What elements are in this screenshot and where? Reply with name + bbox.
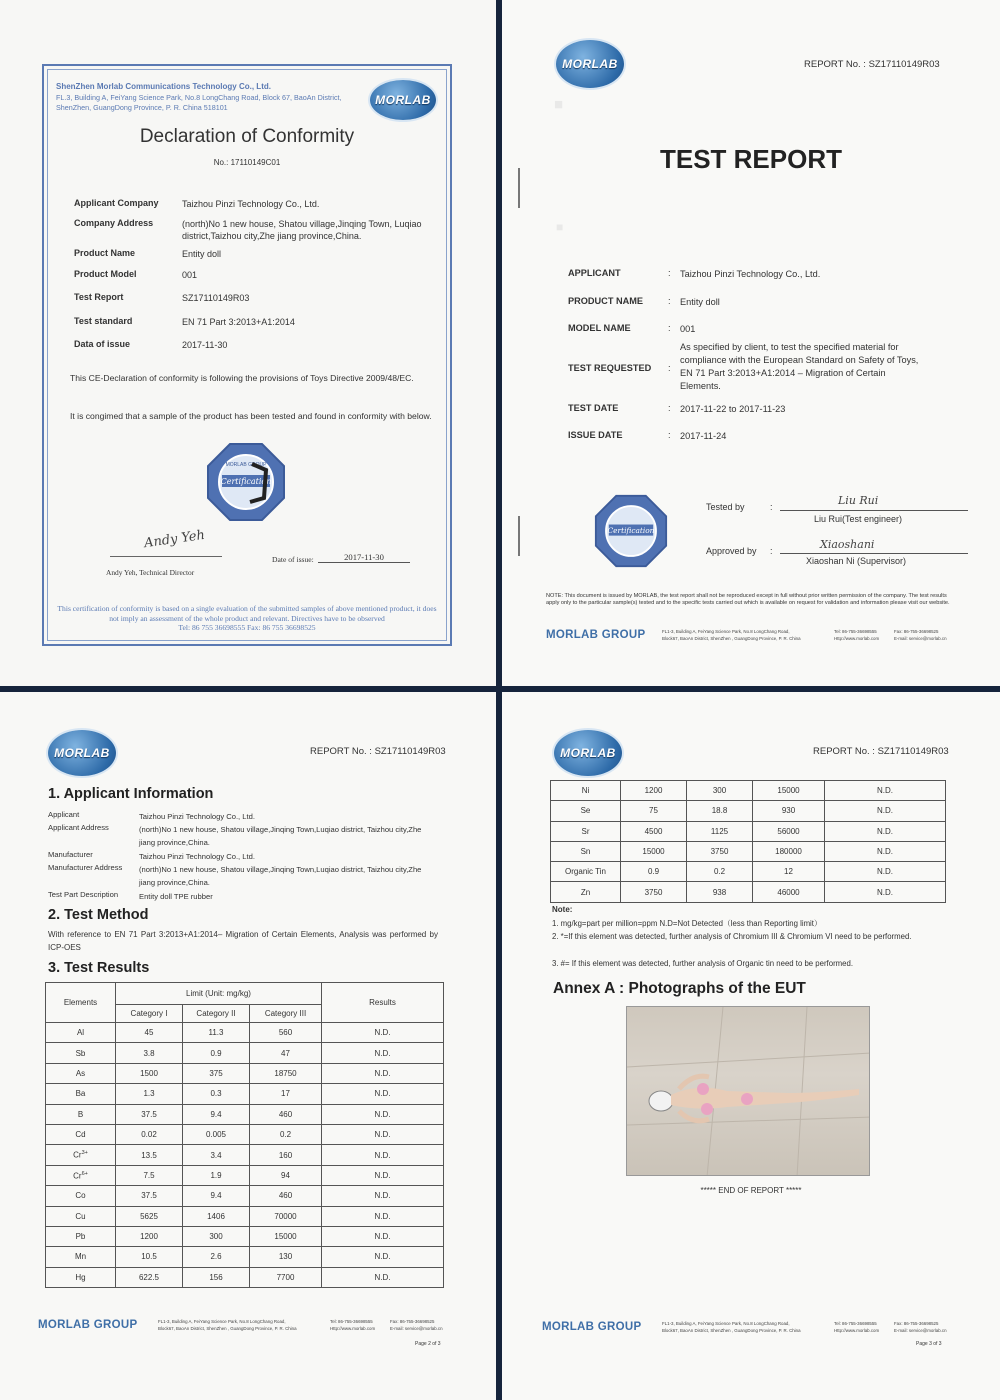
col-results: Results xyxy=(322,983,444,1023)
element-cell: Al xyxy=(46,1023,116,1043)
limit-cell: 94 xyxy=(250,1165,322,1185)
date-of-issue-value: 2017-11-30 xyxy=(318,552,410,563)
limit-cell: 560 xyxy=(250,1023,322,1043)
limit-cell: 1200 xyxy=(116,1226,183,1246)
element-cell: Sr xyxy=(551,821,621,841)
section-test-method: 2. Test Method xyxy=(48,907,149,923)
table-row xyxy=(551,841,946,861)
result-cell: N.D. xyxy=(322,1165,444,1185)
limit-cell: 622.5 xyxy=(116,1267,183,1287)
result-cell: N.D. xyxy=(825,821,946,841)
end-of-report: ***** END OF REPORT ***** xyxy=(700,1186,802,1195)
document-number: No.: 17110149C01 xyxy=(213,158,281,167)
limit-cell: 460 xyxy=(250,1186,322,1206)
limit-cell: 930 xyxy=(753,801,825,821)
report-title: TEST REPORT xyxy=(659,144,842,174)
result-cell: N.D. xyxy=(825,882,946,902)
note-2: 2. *=If this element was detected, further analysis of Chromium III & Chromium VI need to be performed. xyxy=(552,932,912,941)
limit-cell: 3.4 xyxy=(183,1145,250,1165)
result-cell: N.D. xyxy=(322,1226,444,1246)
conformity-paragraph: It is congimed that a sample of the product has been tested and found in conformity with below. xyxy=(70,411,432,421)
table-row xyxy=(551,781,946,801)
table-row xyxy=(551,801,946,821)
limit-cell: 1.3 xyxy=(116,1084,183,1104)
limit-cell: 15000 xyxy=(621,841,687,861)
table-row xyxy=(46,1043,444,1063)
note-title: Note: xyxy=(552,905,573,914)
report-number: REPORT No. : SZ17110149R03 xyxy=(804,59,940,70)
result-cell: N.D. xyxy=(322,1023,444,1043)
result-cell: N.D. xyxy=(322,1084,444,1104)
result-cell: N.D. xyxy=(322,1104,444,1124)
limit-cell: 300 xyxy=(687,781,753,801)
table-row xyxy=(46,1226,444,1246)
test-report-cover-page: MORLAB REPORT No. : SZ17110149R03 ■ ■ TEST REPORT APPLICANT : Taizhou Pinzi Technology Co., Ltd. PRODUCT NAME : Entity doll MODEL NAME : 001 TEST REQUESTED : As specified by client, to test the specified material for compliance with the European Standard on Safety of Toys, EN 71 Part 3:2013+A1:2014 – Migration of Certain Elements. TEST DATE : 2017-11-22 to 2017-11-23 ISSUE DATE : 2017-11-24 Certification Tested by : Liu Rui Liu Rui(Test engineer) Approved by : Xiaoshani Xiaoshan Ni (Supervisor) NOTE: This document is issued by MORLAB, the test report shall not be reproduced except in full without prior written permission of the company. The test results apply only to the particular sample(s) tested and to the specific tests carried out which is available on request for validation and information please visit our website. MORLAB GROUP FL1-3, Building A, FeiYang Science Park, No.8 LongChang Road, Block67, BaoAn District, ShenZhen , GuangDong Province, P. R. China Tel: 86-755-36698555 Http://www.morlab.com Fax: 86-755-36698525 E-mail: service@morlab.cn xyxy=(502,0,1000,686)
limit-cell: 56000 xyxy=(753,821,825,841)
results-table-body xyxy=(46,1023,444,1288)
result-cell: N.D. xyxy=(322,1124,444,1144)
limit-cell: 2.6 xyxy=(183,1247,250,1267)
table-row xyxy=(46,1104,444,1124)
limit-cell: 15000 xyxy=(753,781,825,801)
results-table xyxy=(45,982,444,1288)
element-cell: Se xyxy=(551,801,621,821)
element-cell: Zn xyxy=(551,882,621,902)
morlab-logo: MORLAB xyxy=(370,80,436,120)
table-row xyxy=(46,1084,444,1104)
limit-cell: 11.3 xyxy=(183,1023,250,1043)
limit-cell: 0.3 xyxy=(183,1084,250,1104)
element-cell: Organic Tin xyxy=(551,862,621,882)
limit-cell: 1.9 xyxy=(183,1165,250,1185)
limit-cell: 156 xyxy=(183,1267,250,1287)
limit-cell: 0.02 xyxy=(116,1124,183,1144)
limit-cell: 7.5 xyxy=(116,1165,183,1185)
stamp-label: Certification xyxy=(607,525,655,535)
results-page-2: MORLAB REPORT No. : SZ17110149R03 1. Applicant Information Applicant Taizhou Pinzi Technology Co., Ltd. Applicant Address (north)No 1 new house, Shatou village,Jinqing Town,Luqiao district, Taizhou city,Zhe jiang province,China. Manufacturer Taizhou Pinzi Technology Co., Ltd. Manufacturer Address (north)No 1 new house, Shatou village,Jinqing Town,Luqiao district, Taizhou city,Zhe jiang province,China. Test Part Description Entity doll TPE rubber 2. Test Method With reference to EN 71 Part 3:2013+A1:2014– Migration of Certain Elements, Analysis was performed by ICP-OES 3. Test Results Elements Limit (Unit: mg/kg) Results Category I Category II Category III Al 45 11.3 560 N.D. Sb 3.8 0.9 47 N.D. As 1500 375 18750 N.D. Ba 1.3 0.3 17 N.D. B 37.5 9.4 460 N.D. Cd 0.02 0.005 0.2 N.D. $Cr^{3+}$ 13.5 3.4 160 N.D. $Cr^{6+}$ 7.5 1.9 94 N.D. Co 37.5 9.4 460 N.D. Cu 5625 1406 70000 N.D. Pb 1200 300 15000 N.D. Mn 10.5 2.6 130 N.D. Hg 622.5 156 7700 N.D. MORLAB GROUP FL1-3, Building A, FeiYang Science Park, No.8 LongChang Road, Block67, BaoAn District, ShenZhen , GuangDong Province, P. R. China Tel: 86-755-36698555 Http://www.morlab.com Fax: 86-755-36698525 E-mail: service@morlab.cn Page 2 of 3 xyxy=(0,692,496,1400)
limit-cell: 9.4 xyxy=(183,1186,250,1206)
limit-cell: 37.5 xyxy=(116,1186,183,1206)
element-cell: Ni xyxy=(551,781,621,801)
note-3: 3. #= If this element was detected, further analysis of Organic tin need to be performed. xyxy=(552,959,853,968)
page-number: Page 2 of 3 xyxy=(415,1341,441,1347)
approved-by-name: Xiaoshan Ni (Supervisor) xyxy=(806,556,907,566)
director-signature: Andy Yeh xyxy=(143,527,206,552)
limit-cell: 3750 xyxy=(687,841,753,861)
limit-cell: 70000 xyxy=(250,1206,322,1226)
limit-cell: 375 xyxy=(183,1063,250,1083)
limit-cell: 0.2 xyxy=(250,1124,322,1144)
col-category-2: Category II xyxy=(183,1005,250,1023)
certification-stamp-icon xyxy=(594,494,668,568)
table-row xyxy=(46,1145,444,1165)
element-cell: B xyxy=(46,1104,116,1124)
limit-cell: 4500 xyxy=(621,821,687,841)
morlab-logo: MORLAB xyxy=(48,730,116,776)
limit-cell: 9.4 xyxy=(183,1104,250,1124)
limit-cell: 130 xyxy=(250,1247,322,1267)
limit-cell: 938 xyxy=(687,882,753,902)
company-name: ShenZhen Morlab Communications Technology Co., Ltd. xyxy=(56,82,271,91)
table-row xyxy=(46,1186,444,1206)
date-of-issue-label: Date of issue: xyxy=(272,555,314,564)
limit-cell: 0.9 xyxy=(183,1043,250,1063)
limit-cell: 46000 xyxy=(753,882,825,902)
element-cell: Sb xyxy=(46,1043,116,1063)
tested-signature: Liu Rui xyxy=(838,494,879,507)
limit-cell: 0.2 xyxy=(687,862,753,882)
limit-cell: 1125 xyxy=(687,821,753,841)
col-elements: Elements xyxy=(46,983,116,1023)
element-cell: Pb xyxy=(46,1226,116,1246)
approved-signature: Xiaoshani xyxy=(820,538,875,551)
table-row xyxy=(46,1165,444,1185)
limit-cell: 7700 xyxy=(250,1267,322,1287)
eut-photograph xyxy=(626,1006,870,1176)
limit-cell: 160 xyxy=(250,1145,322,1165)
declaration-page xyxy=(0,0,496,686)
result-cell: N.D. xyxy=(825,862,946,882)
company-address: FL.3, Building A, FeiYang Science Park, No.8 LongChang Road, Block 67, BaoAn District, ShenZhen, GuangDong Province, P. R. China 518101 xyxy=(56,93,342,112)
limit-cell: 460 xyxy=(250,1104,322,1124)
page-footer: MORLAB GROUP FL1-3, Building A, FeiYang Science Park, No.8 LongChang Road, Block67, BaoAn District, ShenZhen , GuangDong Province, P. R. China Tel: 86-755-36698555 Http://www.morlab.com Fax: 86-755-36698525 E-mail: service@morlab.cn xyxy=(546,629,947,641)
limit-cell: 17 xyxy=(250,1084,322,1104)
table-row xyxy=(46,1247,444,1267)
result-cell: N.D. xyxy=(825,841,946,861)
element-cell: Sn xyxy=(551,841,621,861)
result-cell: N.D. xyxy=(322,1247,444,1267)
table-row xyxy=(46,1206,444,1226)
results-table-continued xyxy=(550,780,946,903)
element-cell: Hg xyxy=(46,1267,116,1287)
certification-stamp-icon xyxy=(206,442,286,522)
element-cell: As xyxy=(46,1063,116,1083)
section-test-results: 3. Test Results xyxy=(48,960,150,976)
result-cell: N.D. xyxy=(322,1186,444,1206)
limit-cell: 1200 xyxy=(621,781,687,801)
section-applicant-information: 1. Applicant Information xyxy=(48,786,214,802)
note-1: 1. mg/kg=part per million=ppm N.D=Not Detected（less than Reporting limit） xyxy=(552,919,822,928)
results-page-3 xyxy=(502,692,1000,1400)
stamp-ring-text: MORLAB GROUP xyxy=(225,462,267,468)
report-number: REPORT No. : SZ17110149R03 xyxy=(813,746,949,757)
limit-cell: 37.5 xyxy=(116,1104,183,1124)
table-row xyxy=(551,862,946,882)
approved-by-label: Approved by xyxy=(706,546,757,556)
limit-cell: 75 xyxy=(621,801,687,821)
result-cell: N.D. xyxy=(825,801,946,821)
doll-photo-icon xyxy=(627,1007,870,1176)
table-row xyxy=(551,882,946,902)
limit-cell: 5625 xyxy=(116,1206,183,1226)
col-category-3: Category III xyxy=(250,1005,322,1023)
stamp-label: Certification xyxy=(220,477,272,486)
page-number: Page 3 of 3 xyxy=(916,1341,942,1347)
footer-note: This certification of conformity is based on a single evaluation of the submitted samples of above mentioned product, it does not imply an assessment of the whole product and relevant. Directives have to be observed Tel: 86 755 36698555 Fax: 86 755 36698525 xyxy=(57,604,437,633)
limit-cell: 13.5 xyxy=(116,1145,183,1165)
table-row xyxy=(46,1023,444,1043)
limit-cell: 15000 xyxy=(250,1226,322,1246)
element-cell: Ba xyxy=(46,1084,116,1104)
element-cell: Co xyxy=(46,1186,116,1206)
tested-by-name: Liu Rui(Test engineer) xyxy=(814,514,903,524)
signer-name: Andy Yeh, Technical Director xyxy=(106,568,195,577)
table-row xyxy=(46,1267,444,1287)
morlab-logo: MORLAB xyxy=(556,40,624,88)
element-cell: Cd xyxy=(46,1124,116,1144)
limit-cell: 1500 xyxy=(116,1063,183,1083)
annex-title: Annex A : Photographs of the EUT xyxy=(553,980,806,997)
col-limit: Limit (Unit: mg/kg) xyxy=(116,983,322,1005)
result-cell: N.D. xyxy=(322,1063,444,1083)
table-row xyxy=(551,821,946,841)
table-row xyxy=(46,1063,444,1083)
element-cell: Mn xyxy=(46,1247,116,1267)
limit-cell: 12 xyxy=(753,862,825,882)
limit-cell: 180000 xyxy=(753,841,825,861)
limit-cell: 18.8 xyxy=(687,801,753,821)
limit-cell: 1406 xyxy=(183,1206,250,1226)
tested-by-label: Tested by xyxy=(706,502,745,512)
element-cell: Cu xyxy=(46,1206,116,1226)
morlab-logo: MORLAB xyxy=(554,730,622,776)
page-footer: MORLAB GROUP FL1-3, Building A, FeiYang Science Park, No.8 LongChang Road, Block67, BaoAn District, ShenZhen , GuangDong Province, P. R. China Tel: 86-755-36698555 Http://www.morlab.com Fax: 86-755-36698525 E-mail: service@morlab.cn xyxy=(38,1319,443,1331)
directive-paragraph: This CE-Declaration of conformity is following the provisions of Toys Directive 2009/48/EC. xyxy=(70,373,414,383)
element-cell: $Cr^{6+}$ xyxy=(46,1165,116,1185)
result-cell: N.D. xyxy=(322,1145,444,1165)
report-number: REPORT No. : SZ17110149R03 xyxy=(310,746,446,757)
limit-cell: 3750 xyxy=(621,882,687,902)
declaration-frame: ShenZhen Morlab Communications Technology Co., Ltd. FL.3, Building A, FeiYang Science Park, No.8 LongChang Road, Block 67, BaoAn District, ShenZhen, GuangDong Province, P. R. China 518101 MORLAB Declaration of Conformity No.: 17110149C01 Applicant Company Taizhou Pinzi Technology Co., Ltd. Company Address (north)No 1 new house, Shatou village,Jinqing Town, Luqiao district,Taizhou city,Zhe jiang province,China. Product Name Entity doll Product Model 001 Test Report SZ17110149R03 Test standard EN 71 Part 3:2013+A1:2014 Data of issue 2017-11-30 This CE-Declaration of conformity is following the provisions of Toys Directive 2009/48/EC. It is congimed that a sample of the product has been tested and found in conformity with below. Certification MORLAB GROUP Andy Yeh Andy Yeh, Technical Director Date of issue: 2017-11-30 This certification of conformity is based on a single evaluation of the submitted samples of above mentioned product, it does not imply an assessment of the whole product and relevant. Directives have to be observed Tel: 86 755 36698555 Fax: 86 755 36698525 xyxy=(42,64,452,646)
report-note: NOTE: This document is issued by MORLAB, the test report shall not be reproduced except in full without prior written permission of the company. The test results apply only to the particular sample(s) tested and to the specific tests carried out which is available on request for validation and information please visit our website. xyxy=(546,593,950,606)
limit-cell: 18750 xyxy=(250,1063,322,1083)
test-method-text: With reference to EN 71 Part 3:2013+A1:2014– Migration of Certain Elements, Analysis was performed by ICP-OES xyxy=(48,930,438,952)
limit-cell: 0.005 xyxy=(183,1124,250,1144)
limit-cell: 47 xyxy=(250,1043,322,1063)
limit-cell: 300 xyxy=(183,1226,250,1246)
result-cell: N.D. xyxy=(322,1267,444,1287)
document-title: Declaration of Conformity xyxy=(139,126,355,147)
element-cell: $Cr^{3+}$ xyxy=(46,1145,116,1165)
page-footer: MORLAB GROUP FL1-3, Building A, FeiYang Science Park, No.8 LongChang Road, Block67, BaoAn District, ShenZhen , GuangDong Province, P. R. China Tel: 86-755-36698555 Http://www.morlab.com Fax: 86-755-36698525 E-mail: service@morlab.cn xyxy=(542,1321,947,1333)
limit-cell: 3.8 xyxy=(116,1043,183,1063)
limit-cell: 10.5 xyxy=(116,1247,183,1267)
col-category-1: Category I xyxy=(116,1005,183,1023)
limit-cell: 0.9 xyxy=(621,862,687,882)
limit-cell: 45 xyxy=(116,1023,183,1043)
result-cell: N.D. xyxy=(825,781,946,801)
result-cell: N.D. xyxy=(322,1206,444,1226)
result-cell: N.D. xyxy=(322,1043,444,1063)
table-row xyxy=(46,1124,444,1144)
